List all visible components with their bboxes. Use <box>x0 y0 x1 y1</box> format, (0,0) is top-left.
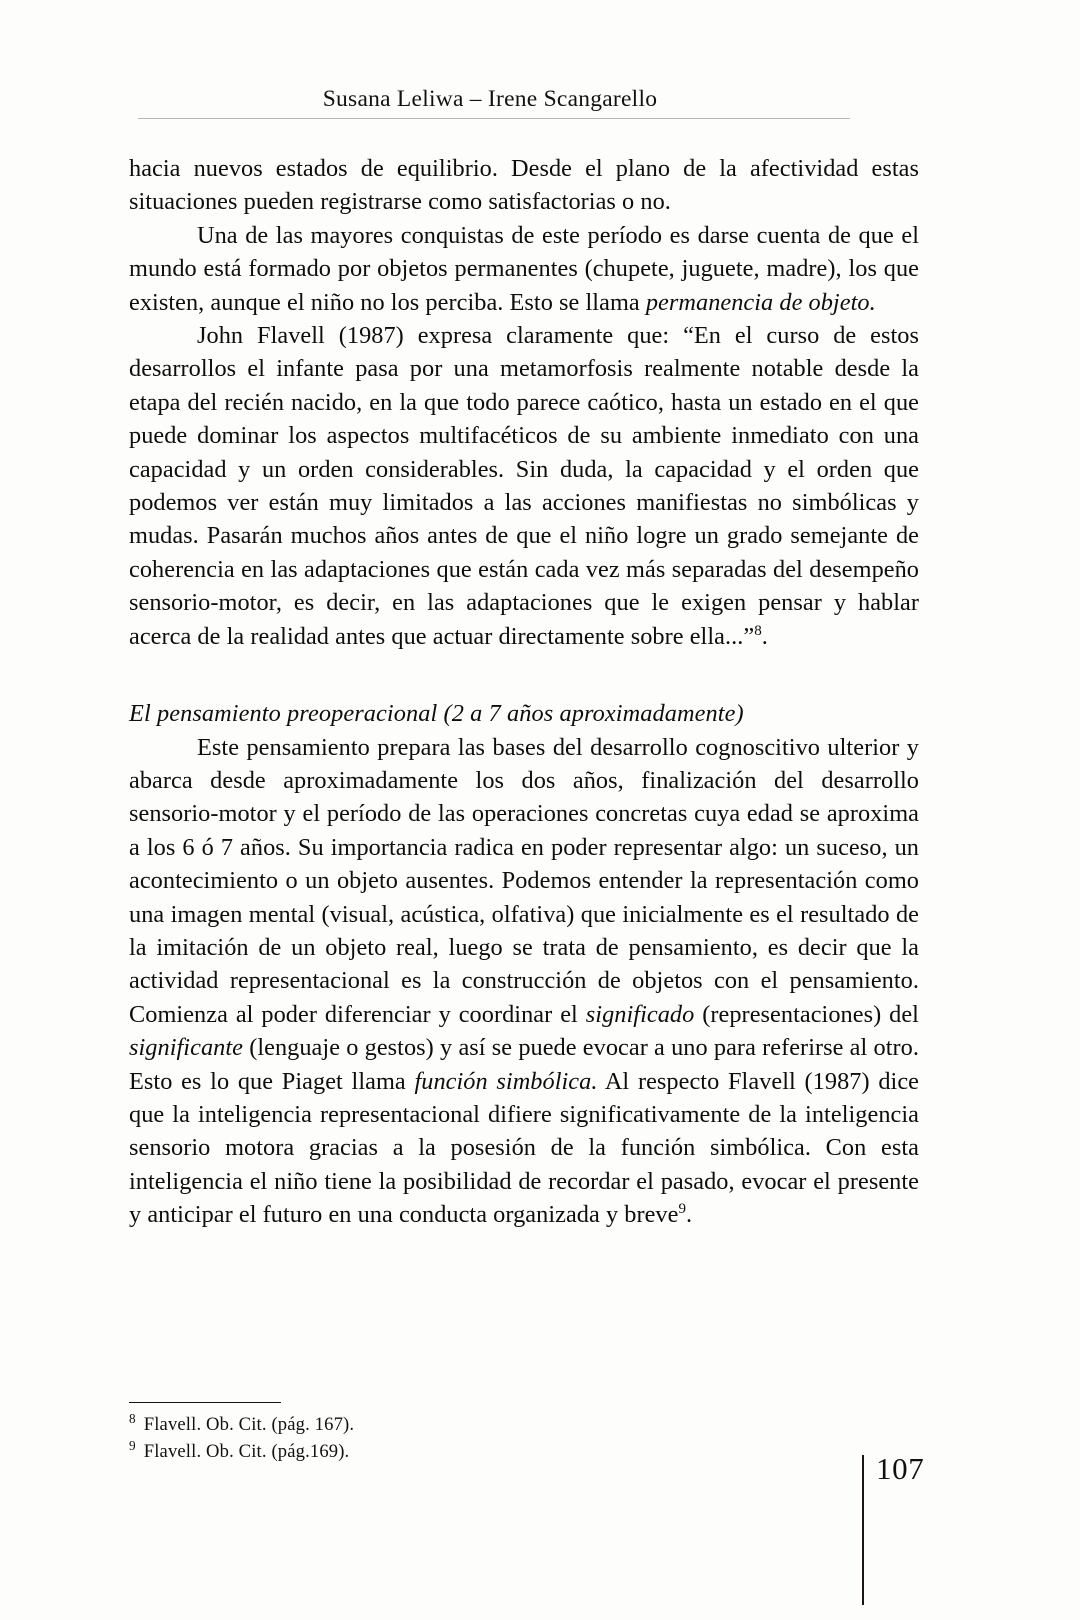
paragraph-2-text: Una de las mayores conquistas de este período es darse cuenta de que el mundo está formado por objetos permanentes (chupete, juguete, madre), los que existen, aunque el niño no los perciba. Esto se llama <box>129 221 919 316</box>
footnote-area <box>129 1402 729 1465</box>
paragraph-3-text: John Flavell (1987) expresa claramente que: “En el curso de estos desarrollos el infante pasa por una metamorfosis realmente notable desde la etapa del recién nacido, en la que todo parece caótico, hasta un estado en el que puede dominar los aspectos multifacéticos de su ambiente inmediato con una capacidad y un orden considerables. Sin duda, la capacidad y el orden que podemos ver están muy limitados a las acciones manifiestas no simbólicas y mudas. Pasarán muchos años antes de que el niño logre un grado semejante de coherencia en las adaptaciones que están cada vez más separadas del desempeño sensorio-motor, es decir, en las adaptaciones que le exigen pensar y hablar acerca de la realidad antes que actuar directamente sobre ella...” <box>129 322 919 650</box>
spacer-before-heading <box>129 653 919 697</box>
paragraph-3-tail: . <box>761 622 768 650</box>
footnote-marker-8[interactable]: 8 <box>754 622 762 639</box>
term-funcion-simbolica: función simbólica. <box>414 1067 598 1095</box>
paragraph-4 <box>129 731 919 1232</box>
footnote-item <box>129 1438 729 1465</box>
term-permanencia-de-objeto: permanencia de objeto. <box>645 288 876 316</box>
paragraph-4-text-d: Al respecto Flavell (1987) dice que la inteligencia representacional difiere significativamente de la inteligencia sensorio motora gracias a la posesión de la función simbólica. Con esta inteligencia el niño tiene la posibilidad de recordar el pasado, evocar el presente y anticipar el futuro en una conducta organizada y breve <box>129 1067 919 1229</box>
running-head: Susana Leliwa – Irene Scangarello <box>322 86 658 112</box>
footnote-separator-rule <box>129 1402 281 1403</box>
term-significado: significado <box>585 1000 695 1028</box>
section-heading: El pensamiento preoperacional (2 a 7 años aproximadamente) <box>129 700 744 728</box>
footnote-number: 8 <box>129 1411 136 1427</box>
folio-rule <box>862 1455 864 1605</box>
footnote-item <box>129 1411 729 1438</box>
body-text-column <box>129 152 919 1232</box>
paragraph-4-tail: . <box>686 1201 693 1229</box>
paragraph-4-text-b: (representaciones) del <box>694 1000 919 1028</box>
paragraph-continuation <box>129 152 919 219</box>
footnote-marker-9[interactable]: 9 <box>678 1201 687 1218</box>
footnote-text: Flavell. Ob. Cit. (pág.169). <box>143 1441 350 1463</box>
page-number: 107 <box>876 1451 925 1486</box>
paragraph-4-text-c: (lenguaje o gestos) y así se puede evocar a uno para referirse al otro. Esto es lo que Piaget llama <box>129 1034 919 1095</box>
paragraph-4-text-a: Este pensamiento prepara las bases del desarrollo cognoscitivo ulterior y abarca desde aproximadamente los dos años, finalización del desarrollo sensorio-motor y el período de las operaciones concretas cuya edad se aproxima a los 6 ó 7 años. Su importancia radica en poder representar algo: un suceso, un acontecimiento o un objeto ausentes. Podemos entender la representación como una imagen mental (visual, acústica, olfativa) que inicialmente es el resultado de la imitación de un objeto real, luego se trata de pensamiento, es decir que la actividad representacional es la construcción de objetos con el pensamiento. Comienza al poder diferenciar y coordinar el <box>129 733 919 1028</box>
paragraph-3-quote <box>129 319 919 653</box>
footnote-number: 9 <box>129 1438 136 1454</box>
paragraph-1-text: hacia nuevos estados de equilibrio. Desde el plano de la afectividad estas situaciones pueden registrarse como satisfactorias o no. <box>129 155 919 216</box>
paragraph-2 <box>129 219 919 319</box>
footnote-text: Flavell. Ob. Cit. (pág. 167). <box>143 1414 355 1436</box>
term-significante: significante <box>129 1034 243 1062</box>
running-head-rule <box>138 118 850 119</box>
